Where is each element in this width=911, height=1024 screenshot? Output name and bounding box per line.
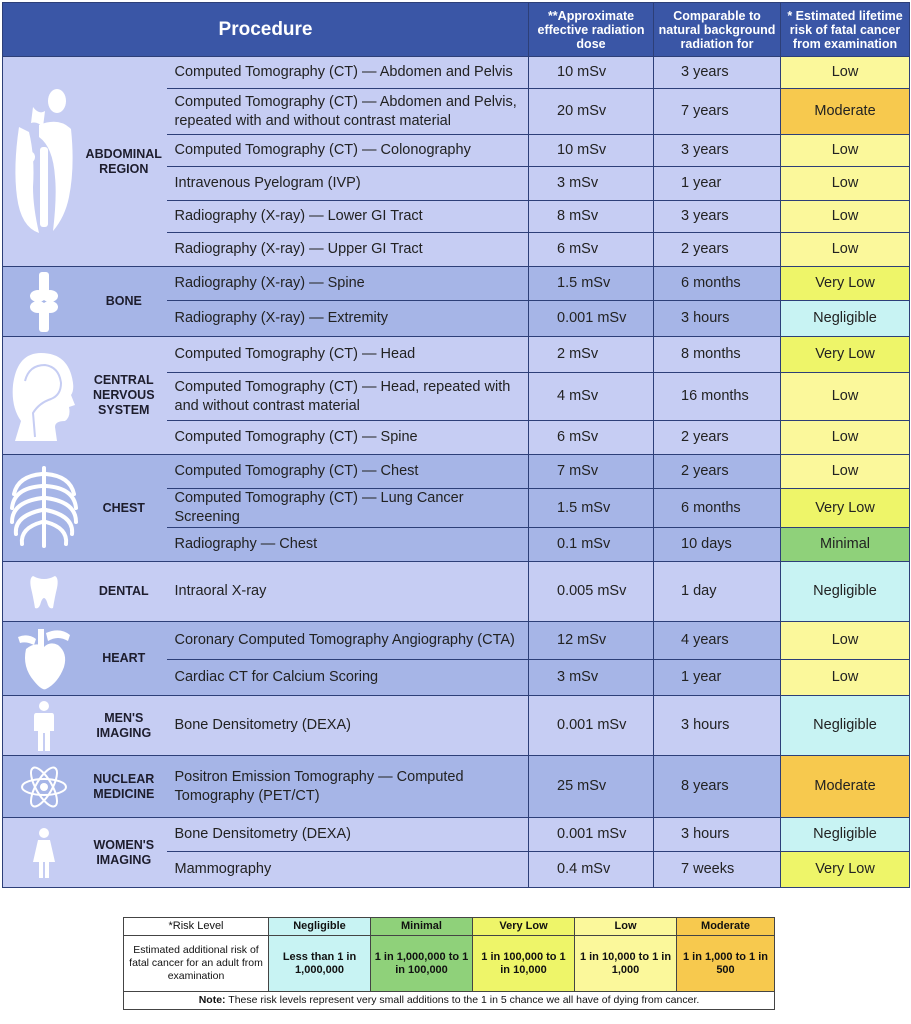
heart-organ-icon: [3, 627, 85, 691]
region-cell: [3, 267, 167, 337]
region-cell: [3, 696, 167, 756]
procedure-cell: Radiography (X-ray) — Extremity: [167, 301, 529, 337]
procedure-cell: Radiography (X-ray) — Lower GI Tract: [167, 201, 529, 233]
natural-background-cell: 2 years: [654, 421, 781, 455]
procedure-cell: Radiography (X-ray) — Spine: [167, 267, 529, 301]
region-label: BONE: [105, 294, 142, 308]
natural-background-cell: 10 days: [654, 528, 781, 562]
table-row: [3, 696, 910, 756]
table-row: [3, 818, 910, 852]
bone-joint-icon: [3, 272, 85, 332]
procedure-cell: Computed Tomography (CT) — Abdomen and Pelvis, repeated with and without contrast material: [167, 89, 529, 135]
tooth-icon: [3, 574, 85, 610]
procedure-cell: Computed Tomography (CT) — Lung Cancer Screening: [167, 489, 529, 528]
procedure-cell: Cardiac CT for Calcium Scoring: [167, 660, 529, 696]
procedure-cell: Radiography (X-ray) — Upper GI Tract: [167, 233, 529, 267]
natural-background-cell: 8 months: [654, 337, 781, 373]
risk-cell: Very Low: [781, 267, 910, 301]
region-label: NUCLEAR MEDICINE: [93, 771, 155, 801]
dose-cell: 20 mSv: [529, 89, 654, 135]
risk-cell: Low: [781, 201, 910, 233]
dose-cell: 2 mSv: [529, 337, 654, 373]
legend-value-minimal: 1 in 1,000,000 to 1 in 100,000: [371, 936, 473, 992]
procedure-cell: Positron Emission Tomography — Computed Tomography (PET/CT): [167, 756, 529, 818]
region-cell: [3, 622, 167, 696]
natural-background-cell: 3 hours: [654, 696, 781, 756]
legend-note: [124, 992, 775, 1010]
risk-cell: Low: [781, 167, 910, 201]
risk-cell: Low: [781, 421, 910, 455]
natural-background-cell: 4 years: [654, 622, 781, 660]
procedure-cell: Computed Tomography (CT) — Abdomen and Pelvis: [167, 57, 529, 89]
procedure-cell: Computed Tomography (CT) — Chest: [167, 455, 529, 489]
risk-cell: Low: [781, 455, 910, 489]
dose-cell: 25 mSv: [529, 756, 654, 818]
table-row: [3, 756, 910, 818]
natural-background-cell: 1 day: [654, 562, 781, 622]
dose-cell: 0.4 mSv: [529, 852, 654, 888]
dose-cell: 0.001 mSv: [529, 696, 654, 756]
risk-cell: Low: [781, 57, 910, 89]
header-natural-background: Comparable to natural background radiation for: [654, 3, 781, 57]
man-figure-icon: [3, 701, 85, 751]
risk-cell: Low: [781, 660, 910, 696]
procedure-cell: Intravenous Pyelogram (IVP): [167, 167, 529, 201]
natural-background-cell: 3 years: [654, 201, 781, 233]
legend-value-very-low: 1 in 100,000 to 1 in 10,000: [473, 936, 575, 992]
region-label: MEN'S IMAGING: [96, 710, 152, 740]
dose-cell: 1.5 mSv: [529, 267, 654, 301]
dose-cell: 0.005 mSv: [529, 562, 654, 622]
region-label: ABDOMINAL REGION: [85, 146, 162, 176]
procedure-cell: Radiography — Chest: [167, 528, 529, 562]
head-profile-icon: [3, 351, 85, 441]
risk-cell: Moderate: [781, 756, 910, 818]
region-cell: [3, 337, 167, 455]
region-cell: [3, 562, 167, 622]
dose-cell: 3 mSv: [529, 167, 654, 201]
legend-level-negligible: Negligible: [269, 918, 371, 936]
natural-background-cell: 2 years: [654, 455, 781, 489]
legend-level-moderate: Moderate: [677, 918, 775, 936]
dose-cell: 0.1 mSv: [529, 528, 654, 562]
dose-cell: 3 mSv: [529, 660, 654, 696]
table-row: [3, 267, 910, 301]
risk-cell: Very Low: [781, 852, 910, 888]
risk-level-legend: [123, 917, 775, 1010]
table-row: [3, 337, 910, 373]
procedure-cell: Intraoral X-ray: [167, 562, 529, 622]
risk-cell: Low: [781, 373, 910, 421]
region-cell: [3, 57, 167, 267]
natural-background-cell: 3 hours: [654, 818, 781, 852]
procedure-cell: Bone Densitometry (DEXA): [167, 818, 529, 852]
table-body: [3, 57, 910, 888]
legend-note-text: These risk levels represent very small additions to the 1 in 5 chance we all have of dying from cancer.: [225, 994, 700, 1006]
radiation-dose-table: [2, 2, 910, 888]
procedure-cell: Computed Tomography (CT) — Colonography: [167, 135, 529, 167]
header-dose: **Approximate effective radiation dose: [529, 3, 654, 57]
legend-value-moderate: 1 in 1,000 to 1 in 500: [677, 936, 775, 992]
risk-cell: Negligible: [781, 818, 910, 852]
procedure-cell: Bone Densitometry (DEXA): [167, 696, 529, 756]
legend-row-label: Estimated additional risk of fatal cancer for an adult from examination: [124, 936, 269, 992]
abdomen-icon: [3, 87, 85, 237]
atom-icon: [3, 762, 85, 812]
natural-background-cell: 7 weeks: [654, 852, 781, 888]
dose-cell: 12 mSv: [529, 622, 654, 660]
risk-cell: Very Low: [781, 489, 910, 528]
natural-background-cell: 6 months: [654, 267, 781, 301]
region-label: CHEST: [102, 500, 145, 515]
procedure-cell: Mammography: [167, 852, 529, 888]
procedure-cell: Computed Tomography (CT) — Spine: [167, 421, 529, 455]
risk-cell: Negligible: [781, 696, 910, 756]
table-row: [3, 562, 910, 622]
dose-cell: 10 mSv: [529, 57, 654, 89]
natural-background-cell: 3 years: [654, 57, 781, 89]
header-procedure: Procedure: [3, 3, 529, 57]
risk-cell: Very Low: [781, 337, 910, 373]
dose-cell: 1.5 mSv: [529, 489, 654, 528]
dose-cell: 6 mSv: [529, 233, 654, 267]
legend-header-label: *Risk Level: [124, 918, 269, 936]
dose-cell: 4 mSv: [529, 373, 654, 421]
region-label: HEART: [102, 651, 146, 665]
region-label: DENTAL: [98, 584, 149, 598]
region-cell: [3, 756, 167, 818]
procedure-cell: Computed Tomography (CT) — Head: [167, 337, 529, 373]
natural-background-cell: 7 years: [654, 89, 781, 135]
risk-cell: Low: [781, 135, 910, 167]
legend-level-low: Low: [575, 918, 677, 936]
risk-cell: Minimal: [781, 528, 910, 562]
natural-background-cell: 1 year: [654, 167, 781, 201]
natural-background-cell: 3 hours: [654, 301, 781, 337]
risk-cell: Moderate: [781, 89, 910, 135]
dose-cell: 0.001 mSv: [529, 301, 654, 337]
legend-level-minimal: Minimal: [371, 918, 473, 936]
ribcage-icon: [3, 466, 85, 550]
dose-cell: 0.001 mSv: [529, 818, 654, 852]
table-row: [3, 455, 910, 489]
natural-background-cell: 8 years: [654, 756, 781, 818]
table-row: [3, 622, 910, 660]
woman-figure-icon: [3, 828, 85, 878]
table-row: [3, 57, 910, 89]
risk-cell: Negligible: [781, 562, 910, 622]
legend-value-low: 1 in 10,000 to 1 in 1,000: [575, 936, 677, 992]
procedure-cell: Coronary Computed Tomography Angiography (CTA): [167, 622, 529, 660]
region-cell: [3, 818, 167, 888]
region-label: CENTRAL NERVOUS SYSTEM: [92, 373, 155, 417]
legend-value-negligible: Less than 1 in 1,000,000: [269, 936, 371, 992]
natural-background-cell: 6 months: [654, 489, 781, 528]
dose-cell: 10 mSv: [529, 135, 654, 167]
natural-background-cell: 2 years: [654, 233, 781, 267]
legend-level-very-low: Very Low: [473, 918, 575, 936]
legend-note-label: Note:: [198, 994, 226, 1006]
natural-background-cell: 3 years: [654, 135, 781, 167]
risk-cell: Negligible: [781, 301, 910, 337]
procedure-cell: Computed Tomography (CT) — Head, repeated with and without contrast material: [167, 373, 529, 421]
header-risk: * Estimated lifetime risk of fatal cancer from examination: [781, 3, 910, 57]
dose-cell: 7 mSv: [529, 455, 654, 489]
region-cell: [3, 455, 167, 562]
dose-cell: 8 mSv: [529, 201, 654, 233]
natural-background-cell: 1 year: [654, 660, 781, 696]
risk-cell: Low: [781, 233, 910, 267]
dose-cell: 6 mSv: [529, 421, 654, 455]
risk-cell: Low: [781, 622, 910, 660]
region-label: WOMEN'S IMAGING: [93, 837, 155, 867]
natural-background-cell: 16 months: [654, 373, 781, 421]
